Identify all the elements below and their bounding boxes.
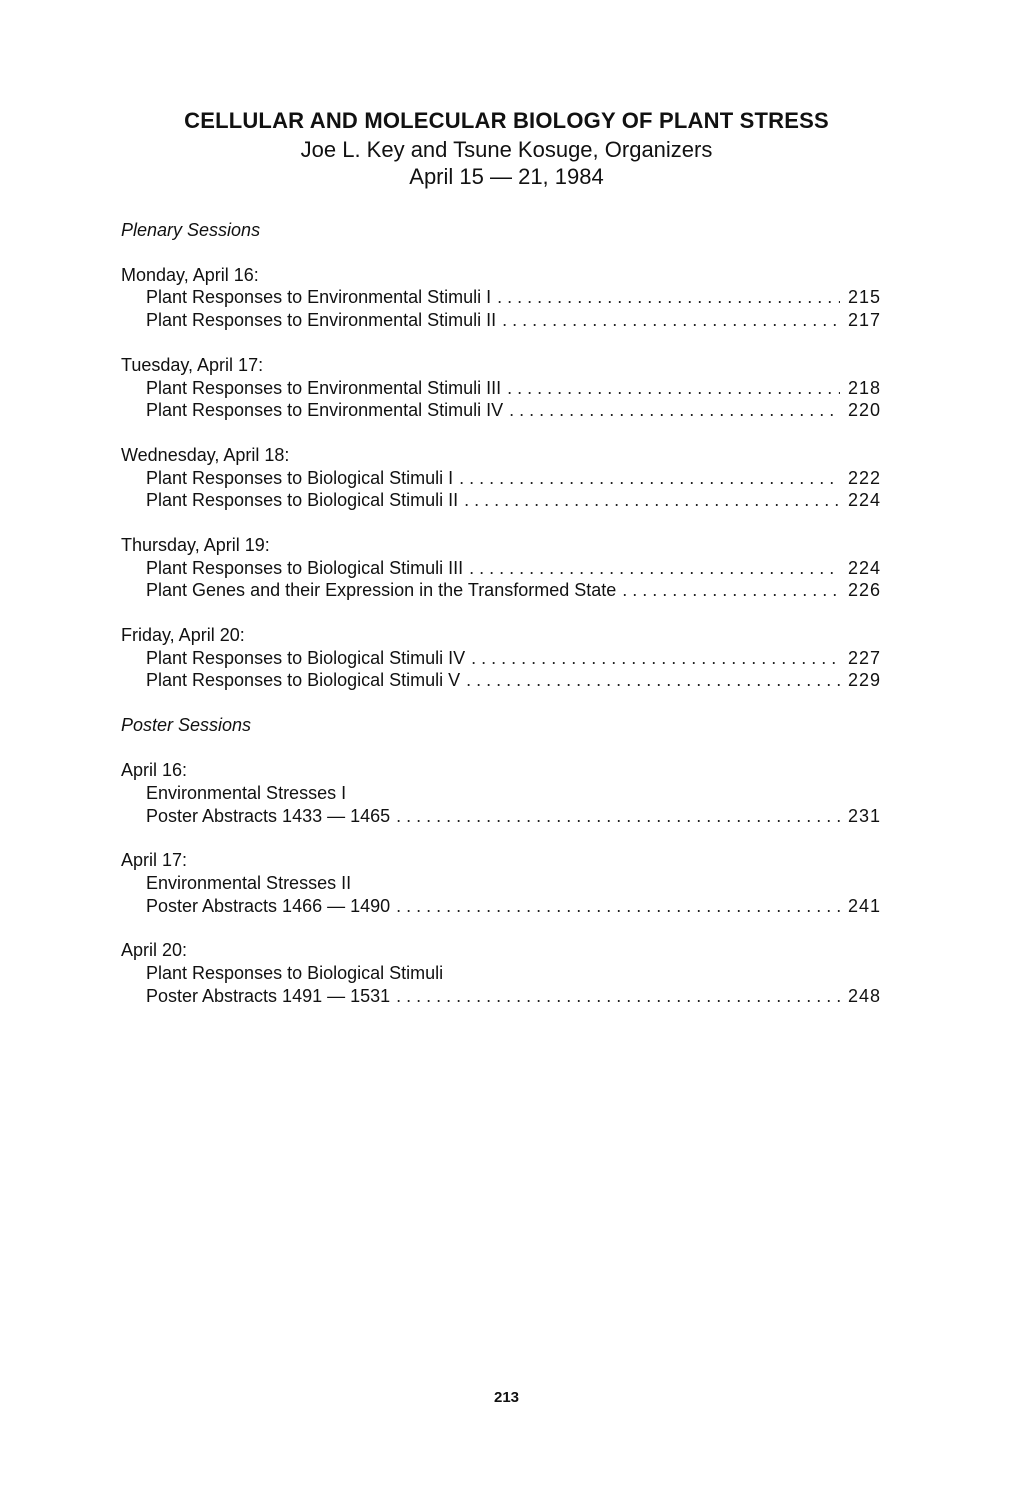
document-title: CELLULAR AND MOLECULAR BIOLOGY OF PLANT STRESS xyxy=(184,108,829,133)
toc-entry-page: 226 xyxy=(847,580,881,600)
poster-sessions-heading: Poster Sessions xyxy=(121,715,252,735)
leader-dots xyxy=(509,400,840,421)
toc-entry-label: Poster Abstracts 1466 — 1490 xyxy=(146,896,391,916)
leader-dots xyxy=(396,806,840,827)
poster-topic: Environmental Stresses II xyxy=(146,873,352,893)
toc-entry[interactable] xyxy=(146,468,881,489)
leader-dots xyxy=(622,580,840,601)
day-label-wednesday: Wednesday, April 18: xyxy=(121,445,290,465)
toc-entry-page: 222 xyxy=(847,468,881,488)
organizers: Joe L. Key and Tsune Kosuge, Organizers xyxy=(300,137,713,162)
toc-entry-page: 229 xyxy=(847,670,881,690)
toc-entry-page: 224 xyxy=(847,490,881,510)
toc-entry-label: Plant Responses to Biological Stimuli I xyxy=(146,468,454,488)
toc-entry-page: 231 xyxy=(847,806,881,826)
day-label-monday: Monday, April 16: xyxy=(121,265,259,285)
plenary-sessions-heading: Plenary Sessions xyxy=(121,220,261,240)
page-number: 213 xyxy=(493,1389,520,1406)
meeting-dates: April 15 — 21, 1984 xyxy=(409,164,604,189)
toc-entry[interactable] xyxy=(146,986,881,1007)
day-label-friday: Friday, April 20: xyxy=(121,625,245,645)
toc-entry-label: Plant Responses to Biological Stimuli II xyxy=(146,490,459,510)
leader-dots xyxy=(471,648,840,669)
toc-entry-page: 215 xyxy=(847,287,881,307)
toc-entry-label: Poster Abstracts 1491 — 1531 xyxy=(146,986,391,1006)
toc-entry[interactable] xyxy=(146,648,881,669)
leader-dots xyxy=(469,558,840,579)
toc-entry[interactable] xyxy=(146,287,881,308)
poster-topic: Plant Responses to Biological Stimuli xyxy=(146,963,444,983)
toc-entry-label: Poster Abstracts 1433 — 1465 xyxy=(146,806,391,826)
toc-entry-page: 217 xyxy=(847,310,881,330)
leader-dots xyxy=(396,896,840,917)
toc-entry[interactable] xyxy=(146,558,881,579)
leader-dots xyxy=(466,670,840,691)
toc-entry[interactable] xyxy=(146,670,881,691)
toc-entry-label: Plant Responses to Environmental Stimuli IV xyxy=(146,400,504,420)
toc-entry-page: 241 xyxy=(847,896,881,916)
leader-dots xyxy=(497,287,840,308)
leader-dots xyxy=(502,310,840,331)
toc-entry[interactable] xyxy=(146,310,881,331)
toc-entry-label: Plant Responses to Environmental Stimuli II xyxy=(146,310,497,330)
toc-entry[interactable] xyxy=(146,896,881,917)
toc-entry[interactable] xyxy=(146,378,881,399)
day-label-tuesday: Tuesday, April 17: xyxy=(121,355,264,375)
toc-entry-label: Plant Responses to Environmental Stimuli I xyxy=(146,287,492,307)
day-label-april-20: April 20: xyxy=(121,940,188,960)
toc-entry-page: 227 xyxy=(847,648,881,668)
toc-entry[interactable] xyxy=(146,490,881,511)
toc-entry-label: Plant Responses to Biological Stimuli III xyxy=(146,558,464,578)
toc-entry-label: Plant Responses to Biological Stimuli IV xyxy=(146,648,466,668)
toc-entry-page: 218 xyxy=(847,378,881,398)
toc-entry-label: Plant Responses to Environmental Stimuli III xyxy=(146,378,502,398)
day-label-thursday: Thursday, April 19: xyxy=(121,535,270,555)
toc-entry-page: 220 xyxy=(847,400,881,420)
leader-dots xyxy=(459,468,840,489)
toc-entry-label: Plant Genes and their Expression in the Transformed State xyxy=(146,580,617,600)
toc-entry[interactable] xyxy=(146,400,881,421)
toc-entry[interactable] xyxy=(146,580,881,601)
leader-dots xyxy=(464,490,840,511)
leader-dots xyxy=(396,986,840,1007)
toc-entry-page: 224 xyxy=(847,558,881,578)
poster-topic: Environmental Stresses I xyxy=(146,783,347,803)
day-label-april-17: April 17: xyxy=(121,850,188,870)
leader-dots xyxy=(507,378,840,399)
day-label-april-16: April 16: xyxy=(121,760,188,780)
toc-entry-label: Plant Responses to Biological Stimuli V xyxy=(146,670,461,690)
toc-entry-page: 248 xyxy=(847,986,881,1006)
toc-entry[interactable] xyxy=(146,806,881,827)
